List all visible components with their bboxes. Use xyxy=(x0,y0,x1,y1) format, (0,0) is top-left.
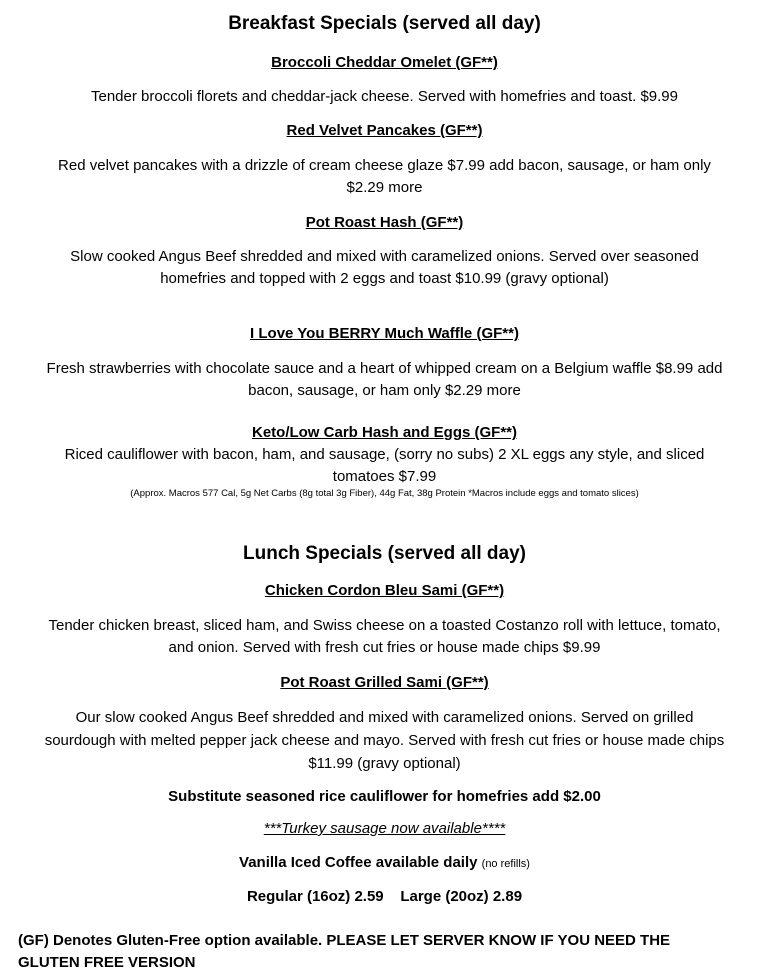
lunch-heading: Lunch Specials (served all day) xyxy=(243,543,526,564)
item-title-pot-roast-sami: Pot Roast Grilled Sami (GF**) xyxy=(280,674,489,691)
item-desc-cordon-bleu-line1: Tender chicken breast, sliced ham, and Swiss cheese on a toasted Costanzo roll with lettuce, tomato, xyxy=(48,617,721,634)
item-title-cordon-bleu: Chicken Cordon Bleu Sami (GF**) xyxy=(264,582,505,599)
item-desc-keto-hash-line2: tomatoes $7.99 xyxy=(332,468,437,485)
item-desc-red-velvet-line1: Red velvet pancakes with a drizzle of cream cheese glaze $7.99 add bacon, sausage, or ham only xyxy=(58,157,711,174)
item-macros-keto-hash: (Approx. Macros 577 Cal, 5g Net Carbs (8g total 3g Fiber), 44g Fat, 38g Protein *Macros include eggs and tomato slices) xyxy=(130,488,639,499)
turkey-sausage-note: ***Turkey sausage now available**** xyxy=(263,820,506,837)
item-desc-pot-roast-sami-line2: sourdough with melted pepper jack cheese and mayo. Served with fresh cut fries or house made chips xyxy=(44,732,725,749)
item-desc-berry-waffle-line1: Fresh strawberries with chocolate sauce and a heart of whipped cream on a Belgium waffle $8.99 add xyxy=(46,360,723,377)
item-desc-broccoli-omelet-line1: Tender broccoli florets and cheddar-jack cheese. Served with homefries and toast. $9.99 xyxy=(91,88,678,105)
breakfast-heading: Breakfast Specials (served all day) xyxy=(228,13,541,34)
coffee-main: Vanilla Iced Coffee available daily xyxy=(239,854,478,871)
coffee-line xyxy=(0,854,769,871)
item-title-broccoli-omelet: Broccoli Cheddar Omelet (GF**) xyxy=(271,54,498,71)
item-desc-pot-roast-hash-line1: Slow cooked Angus Beef shredded and mixed with caramelized onions. Served over seasoned xyxy=(70,248,699,265)
item-desc-pot-roast-hash-line2: homefries and topped with 2 eggs and toast $10.99 (gravy optional) xyxy=(160,270,609,287)
item-title-red-velvet-pancakes: Red Velvet Pancakes (GF**) xyxy=(286,122,483,139)
item-title-berry-waffle: I Love You BERRY Much Waffle (GF**) xyxy=(250,325,519,342)
footer-note xyxy=(18,930,670,974)
coffee-sizes: Regular (16oz) 2.59 Large (20oz) 2.89 xyxy=(246,888,523,905)
item-title-pot-roast-hash: Pot Roast Hash (GF**) xyxy=(305,214,464,231)
item-desc-red-velvet-line2: $2.29 more xyxy=(346,179,423,196)
item-desc-pot-roast-sami-line3: $11.99 (gravy optional) xyxy=(308,755,461,772)
item-desc-berry-waffle-line2: bacon, sausage, or ham only $2.29 more xyxy=(248,382,521,399)
footer-line2: GLUTEN FREE VERSION xyxy=(18,954,196,971)
footer-line1: (GF) Denotes Gluten-Free option available. PLEASE LET SERVER KNOW IF YOU NEED THE xyxy=(18,932,671,949)
item-title-keto-hash: Keto/Low Carb Hash and Eggs (GF**) xyxy=(251,424,518,441)
item-desc-keto-hash-line1: Riced cauliflower with bacon, ham, and sausage, (sorry no subs) 2 XL eggs any style, and sliced xyxy=(64,446,705,463)
substitute-note: Substitute seasoned rice cauliflower for homefries add $2.00 xyxy=(168,788,601,805)
item-desc-cordon-bleu-line2: and onion. Served with fresh cut fries or house made chips $9.99 xyxy=(168,639,601,656)
item-desc-pot-roast-sami-line1: Our slow cooked Angus Beef shredded and mixed with caramelized onions. Served on grilled xyxy=(75,709,694,726)
coffee-suffix: (no refills) xyxy=(481,858,530,870)
